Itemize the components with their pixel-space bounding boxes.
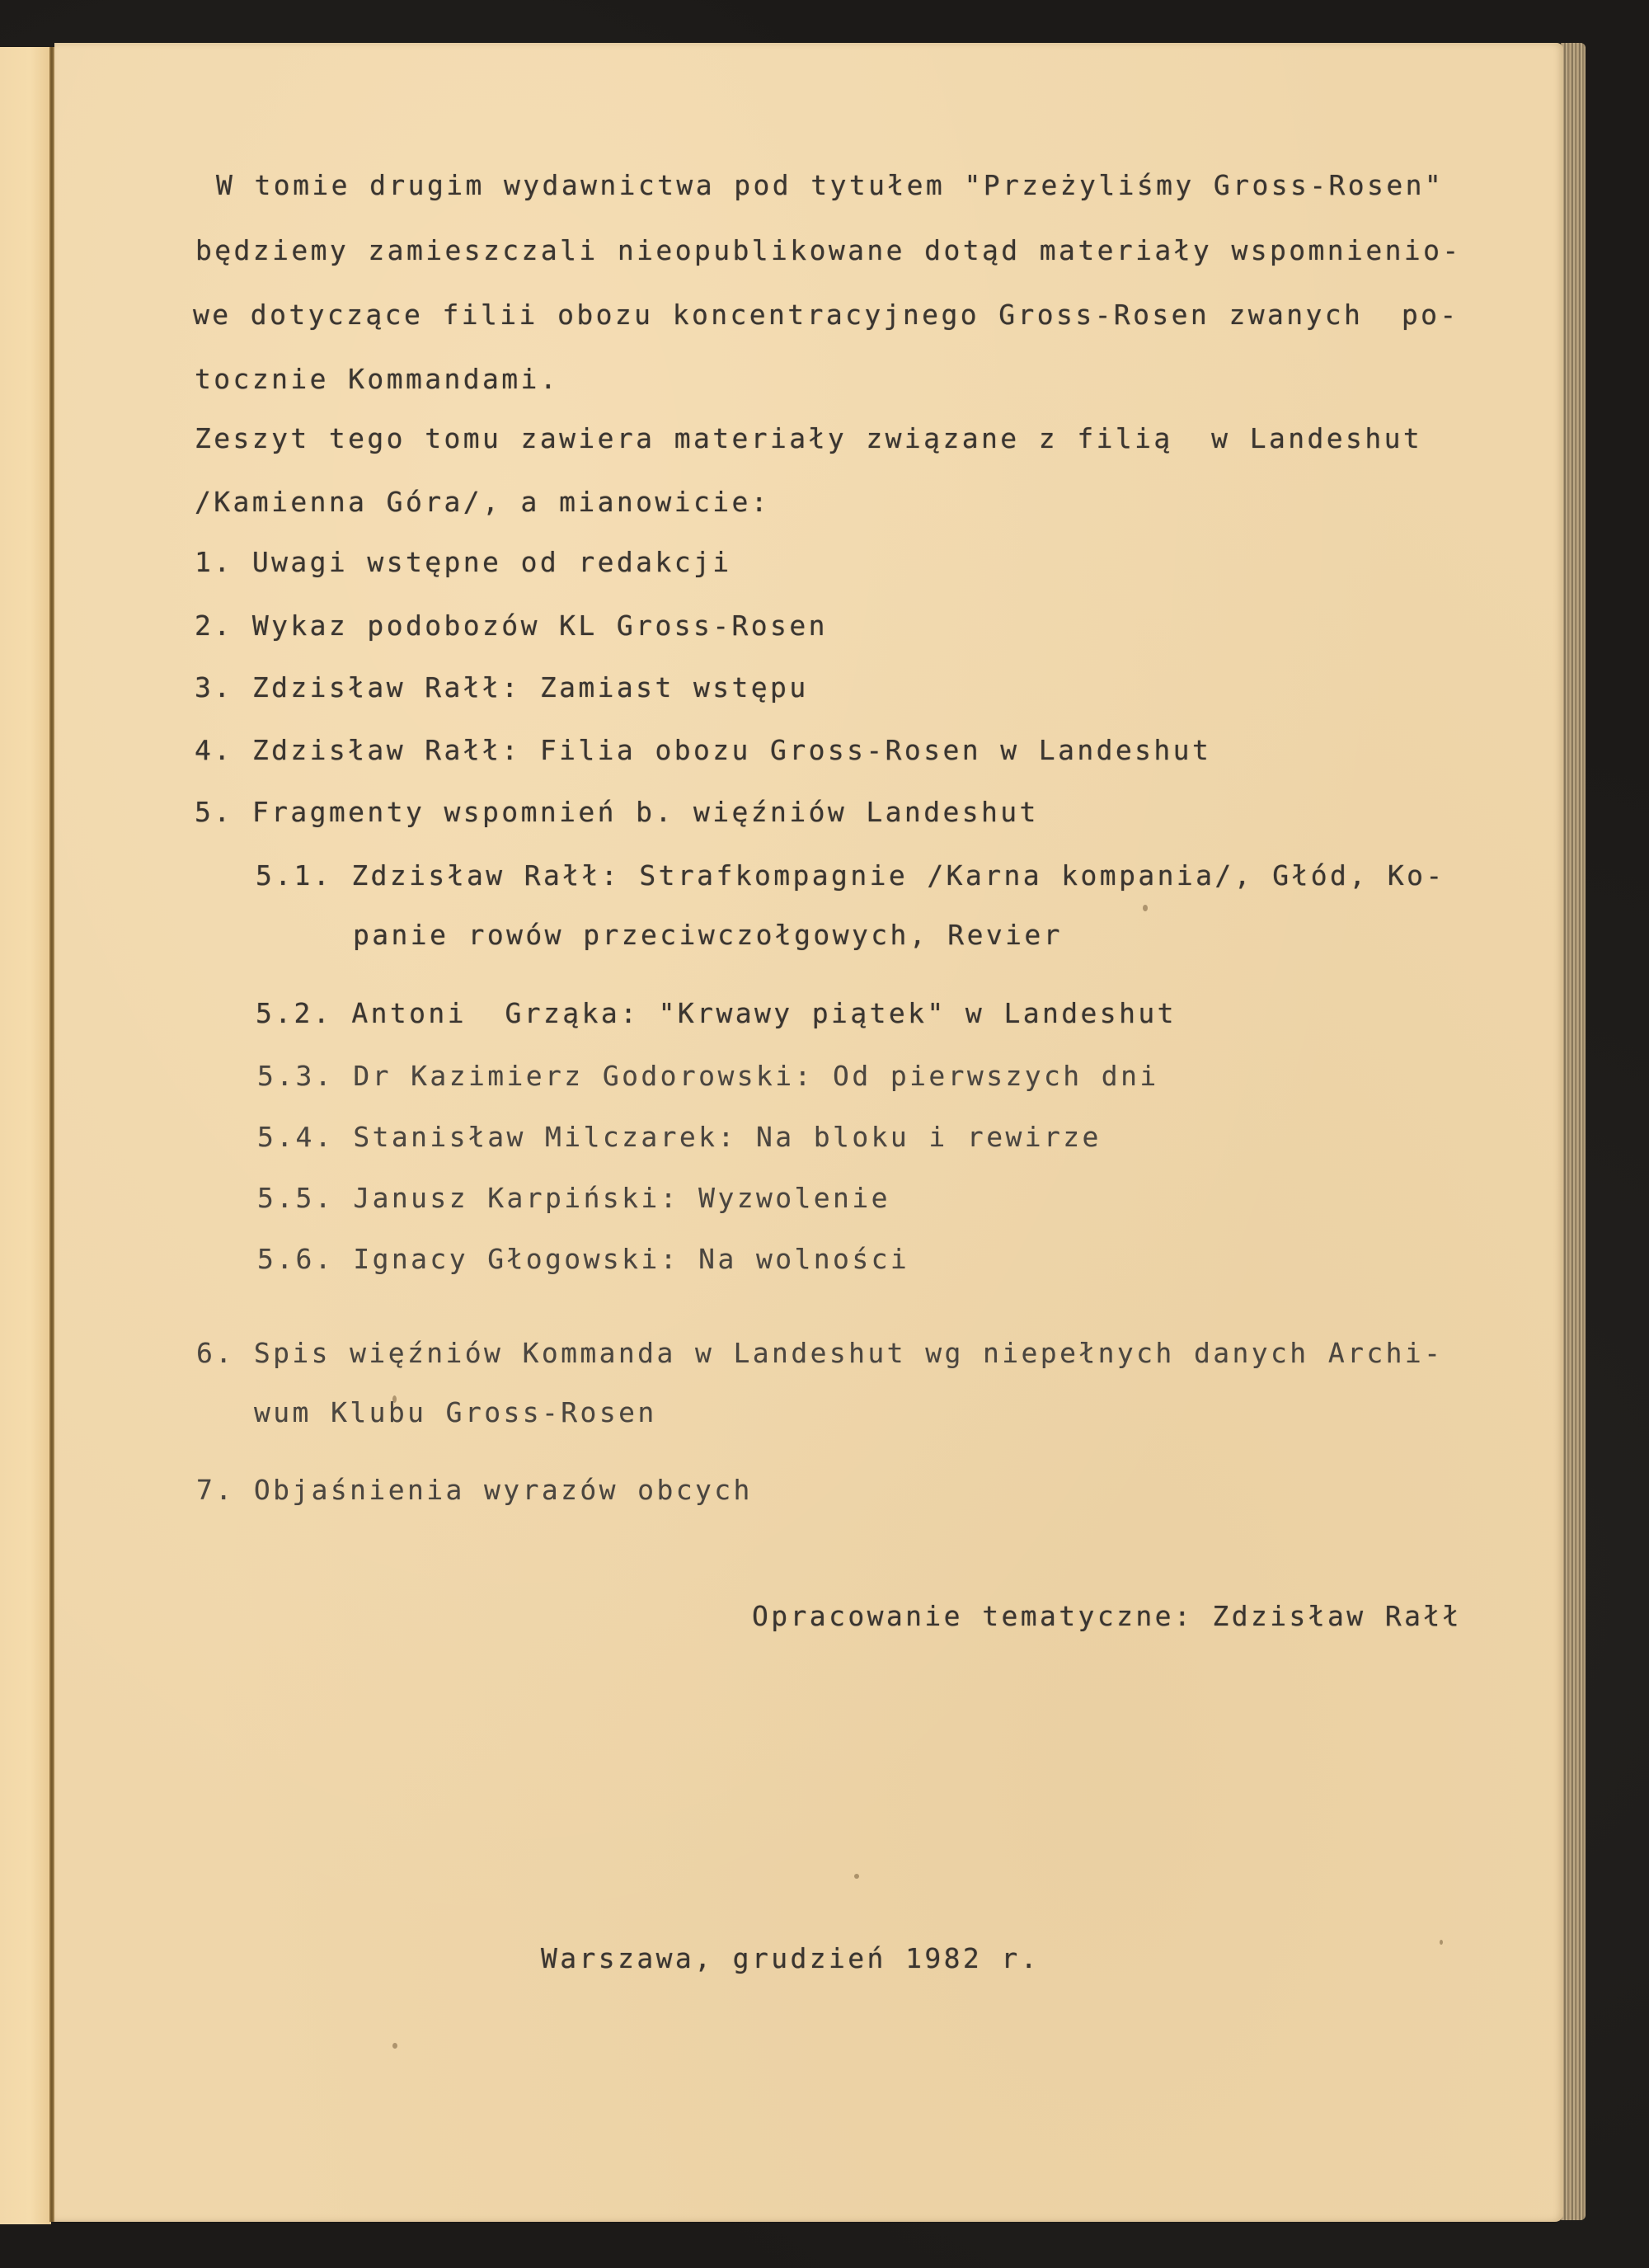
subcontents-item-5-6 (257, 1245, 909, 1273)
place-date: Warszawa, grudzień 1982 r. (541, 1942, 1040, 1974)
item-text: Antoni Grząka: "Krwawy piątek" w Landeshut (351, 997, 1177, 1029)
item-number: 5.6. (257, 1243, 335, 1275)
contents-intro-line-1: Zeszyt tego tomu zawiera materiały związane z filią w Landeshut (195, 422, 1423, 454)
item-number: 7. (196, 1474, 235, 1506)
subcontents-item-5-3 (257, 1060, 1159, 1092)
contents-item-1 (195, 548, 732, 576)
item-text: Spis więźniów Kommanda w Landeshut wg niepełnych danych Archi- (253, 1337, 1444, 1369)
item-number: 5. (195, 796, 233, 828)
contents-item-3 (195, 671, 809, 703)
item-number: 2. (195, 609, 233, 642)
subcontents-item-5-1-continued: panie rowów przeciwczołgowych, Revier (353, 919, 1063, 951)
intro-line-4-text: cznie Kommandami. (233, 363, 560, 395)
item-text: Stanisław Milczarek: Na bloku i rewirze (353, 1121, 1102, 1153)
item-text: Zdzisław Rałł: Filia obozu Gross-Rosen w Landeshut (251, 734, 1212, 766)
contents-item-5 (195, 798, 1039, 826)
item-text: Objaśnienia wyrazów obcych (253, 1474, 753, 1506)
item-text: Wykaz podobozów KL Gross-Rosen (251, 609, 828, 642)
item-text: Dr Kazimierz Godorowski: Od pierwszych dni (353, 1060, 1159, 1092)
item-text: Zdzisław Rałł: Strafkompagnie /Karna kompania/, Głód, Ko- (351, 859, 1445, 892)
paper-speck (854, 1874, 859, 1879)
item-number: 6. (196, 1337, 235, 1369)
contents-intro-line-2: /Kamienna Góra/, a mianowicie: (195, 486, 771, 518)
intro-line-3: we dotyczące filii obozu koncentracyjnego Gross-Rosen zwanych po- (193, 299, 1459, 331)
item-number: 5.5. (257, 1182, 335, 1214)
subcontents-item-5-2 (256, 997, 1177, 1029)
subcontents-item-5-1 (256, 859, 1445, 892)
intro-line-1: W tomie drugim wydawnictwa pod tytułem "Przeżyliśmy Gross-Rosen" (216, 169, 1445, 201)
item-number: 1. (195, 546, 233, 578)
contents-item-7 (196, 1474, 753, 1506)
subcontents-item-5-4 (257, 1121, 1102, 1153)
intro-line-2: będziemy zamieszczali nieopublikowane dotąd materiały wspomnienio- (195, 234, 1462, 266)
contents-item-4 (195, 736, 1211, 764)
item-text: Uwagi wstępne od redakcji (251, 546, 732, 578)
subcontents-item-5-5 (257, 1184, 890, 1212)
item-number: 5.4. (257, 1121, 335, 1153)
item-number: 4. (195, 734, 233, 766)
contents-item-2 (195, 609, 828, 642)
intro-line-4: tocznie Kommandami. (195, 363, 560, 395)
paper-speck (1440, 1940, 1443, 1945)
item-text: Ignacy Głogowski: Na wolności (353, 1243, 910, 1275)
contents-item-6 (196, 1339, 1443, 1367)
item-text: Zdzisław Rałł: Zamiast wstępu (251, 671, 809, 703)
item-number: 5.2. (256, 997, 333, 1029)
page-stack-edges (1561, 43, 1586, 2220)
contents-item-6-continued: wum Klubu Gross-Rosen (254, 1396, 657, 1428)
item-text: Fragmenty wspomnień b. więźniów Landeshut (251, 796, 1039, 828)
credit-line: Opracowanie tematyczne: Zdzisław Rałł (752, 1600, 1462, 1632)
item-number: 5.3. (257, 1060, 335, 1092)
item-number: 5.1. (256, 859, 333, 892)
item-text: Janusz Karpiński: Wyzwolenie (353, 1182, 890, 1214)
paper-speck (1143, 905, 1148, 911)
paper-speck (392, 2043, 397, 2049)
item-number: 3. (195, 671, 233, 703)
left-page-edge (0, 47, 51, 2224)
